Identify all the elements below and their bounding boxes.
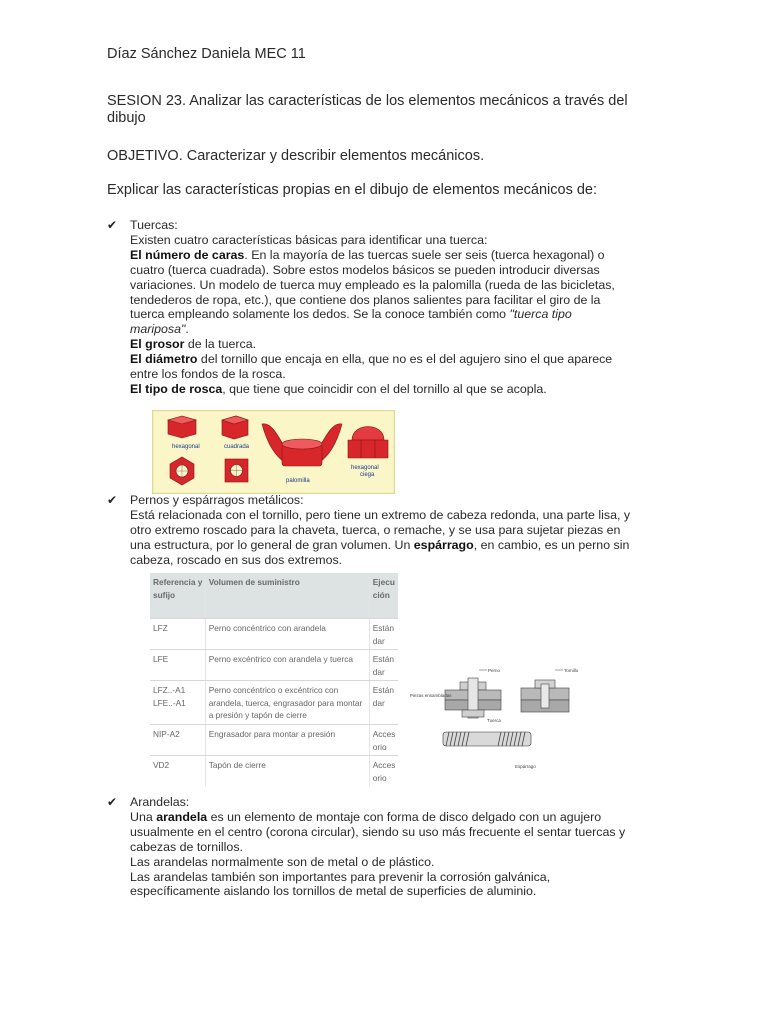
arandelas-line: específicamente aislando los tornillos de metal de superficies de aluminio. [130, 884, 537, 899]
text-span: , que tiene que coincidir con el del tornillo al que se acopla. [222, 381, 547, 396]
tuercas-line: cuatro (tuerca cuadrada). Sobre estos modelos básicos se pueden introducir diversas [130, 262, 600, 277]
tuercas-line [130, 337, 660, 352]
label-esparrago: Espárrago [515, 764, 536, 769]
table-header-row [150, 573, 398, 619]
text-span: LFZ [150, 619, 205, 650]
pernos-title: Pernos y espárragos metálicos: [130, 493, 304, 507]
hex-nut-3d [168, 416, 196, 438]
text-span: LFZ..-A1 LFE..-A1 [150, 681, 205, 725]
label-palomilla: palomilla [286, 478, 310, 484]
arandelas-title: Arandelas: [130, 795, 190, 809]
tuercas-line [130, 307, 660, 322]
label-perno: Perno [488, 668, 501, 673]
label-ciega: ciega [360, 472, 375, 478]
text-span: de la tuerca. [184, 337, 257, 352]
bold-term: El tipo de rosca [130, 381, 223, 396]
bold-term: El número de caras [130, 247, 245, 262]
text-span: , en cambio, es un perno sin [473, 537, 630, 552]
nuts-illustration [152, 410, 395, 494]
text-span: Tapón de cierre [205, 756, 369, 787]
tuercas-line: variaciones. Un modelo de tuerca muy empleado es la palomilla (rueda de las bicicletas, [130, 277, 615, 292]
text-span: LFE [150, 650, 205, 681]
text-span: tuerca empleando solamente los dedos. Se la conoce también como [130, 307, 510, 322]
author-line: Díaz Sánchez Daniela MEC 11 [107, 46, 306, 62]
table-row [150, 681, 398, 725]
instruction-line: Explicar las características propias en el dibujo de elementos mecánicos de: [107, 182, 598, 198]
text-span: Perno concéntrico o excéntrico con arandela, tuerca, engrasador para montar a presión y tapón de cierre [205, 681, 369, 725]
tuercas-line: tendederos de ropa, etc.), que contiene dos planos salientes para facilitar el giro de la [130, 292, 601, 307]
text-span: Perno excéntrico con arandela y tuerca [205, 650, 369, 681]
table-row [150, 650, 398, 681]
table-header-cell: Volumen de suministro [205, 573, 369, 619]
bold-term: espárrago [413, 537, 474, 552]
pernos-line [130, 538, 660, 553]
tuercas-line [130, 382, 660, 397]
text-span: Una [130, 809, 157, 824]
arandelas-line [130, 810, 660, 825]
text-span: Estándar [369, 681, 398, 725]
text-span: "tuerca tipo [509, 307, 572, 322]
text-span: del tornillo que encaja en ella, que no es el del agujero sino el que aparece [197, 352, 613, 367]
text-span: VD2 [153, 760, 170, 770]
stud-icon [443, 732, 531, 746]
tuercas-line [130, 352, 660, 367]
text-span: Estándar [369, 619, 398, 650]
arandelas-line: cabezas de tornillos. [130, 839, 243, 854]
text-span: Perno concéntrico con arandela [205, 619, 369, 650]
text-span: . En la mayoría de las tuercas suele ser seis (tuerca hexagonal) o [244, 247, 605, 262]
objective-line: OBJETIVO. Caracterizar y describir elementos mecánicos. [107, 148, 485, 164]
text-span: Accesorio [369, 756, 398, 787]
label-tuerca: Tuerca [487, 718, 501, 723]
bolts-table [150, 573, 398, 786]
tuercas-line [130, 322, 660, 337]
bold-term: arandela [156, 809, 208, 824]
bold-term: El diámetro [130, 352, 198, 367]
arandelas-line: Las arandelas también son importantes para prevenir la corrosión galvánica, [130, 869, 551, 884]
bold-term: El grosor [130, 337, 185, 352]
pernos-section [107, 493, 660, 568]
text-span: una estructura, por lo general de gran volumen. Un [130, 537, 414, 552]
text-span: NIP-A2 [150, 725, 205, 756]
tuercas-line: entre los fondos de la rosca. [130, 367, 286, 382]
text-span: es un elemento de montaje con forma de disco delgado con un agujero [207, 809, 602, 824]
pernos-line: Está relacionada con el tornillo, pero tiene un extremo de cabeza redonda, una parte lisa, y [130, 507, 631, 522]
arandelas-line: usualmente en el centro (corona circular), siendo su uso más frecuente el sentar tuercas y [130, 824, 626, 839]
square-nut-3d [222, 416, 248, 439]
pernos-line: otro extremo roscado para la chaveta, tuerca, o remache, y se usa para sujetar piezas en [130, 522, 621, 537]
session-title: SESION 23. Analizar las características de los elementos mecánicos a través del dibujo [107, 93, 628, 126]
table-header-cell: Referencia y sufijo [150, 573, 205, 619]
table-row [150, 725, 398, 756]
arandelas-line: Las arandelas normalmente son de metal o de plástico. [130, 854, 435, 869]
text-span: Engrasador para montar a presión [205, 725, 369, 756]
tuercas-section [107, 218, 660, 397]
label-piezas: Piezas ensambladas [410, 693, 452, 698]
text-span: . [185, 322, 189, 337]
text-span: mariposa" [130, 322, 186, 337]
tuercas-intro: Existen cuatro características básicas para identificar una tuerca: [130, 232, 488, 247]
table-row [150, 756, 398, 787]
tuercas-line [130, 248, 660, 263]
table-header-cell: Ejecución [369, 573, 398, 619]
label-hexagonal-ciega: hexagonal [351, 465, 379, 471]
label-hexagonal: hexagonal [172, 444, 200, 450]
tuercas-title: Tuercas: [130, 218, 178, 232]
square-nut-front [225, 459, 248, 482]
checkmark-icon: ✔ [107, 493, 118, 507]
text-span: Estándar [369, 650, 398, 681]
arandelas-section [107, 795, 660, 899]
table-row [150, 619, 398, 650]
label-cuadrada: cuadrada [224, 444, 250, 450]
text-span: Accesorio [369, 725, 398, 756]
bolt-diagram [405, 660, 595, 778]
pernos-line: cabeza, roscado en sus dos extremos. [130, 552, 343, 567]
label-tornillo: Tornillo [564, 668, 579, 673]
checkmark-icon: ✔ [107, 218, 118, 232]
checkmark-icon: ✔ [107, 795, 118, 809]
